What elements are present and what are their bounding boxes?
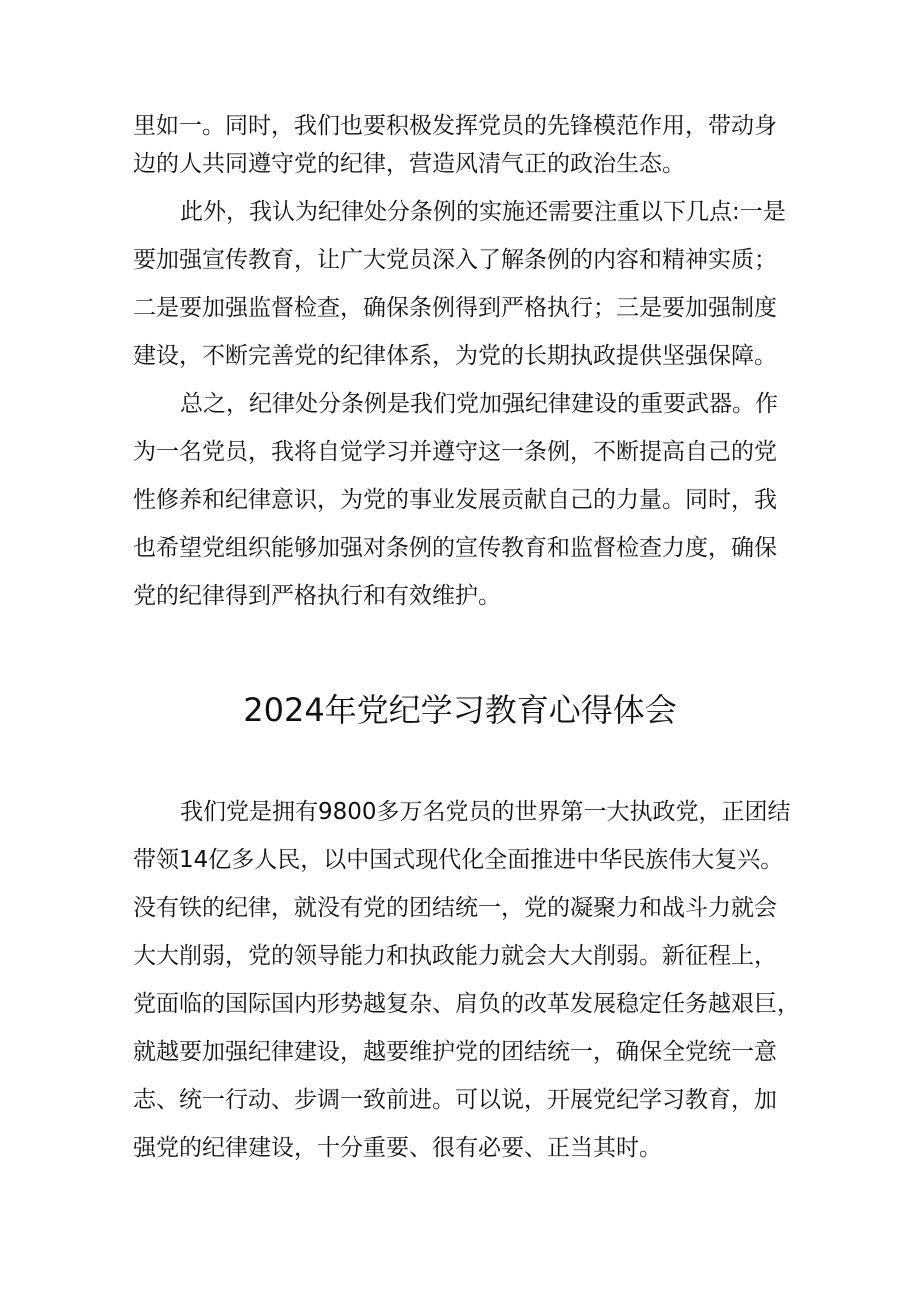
paragraph-line: 党面临的国际国内形势越复杂、肩负的改革发展稳定任务越艰巨， [133,991,800,1017]
paragraph-line: 建设，不断完善党的纪律体系，为党的长期执政提供坚强保障。 [133,343,777,369]
paragraph-line: 边的人共同遵守党的纪律，营造风清气正的政治生态。 [133,151,685,177]
paragraph-line: 要加强宣传教育，让广大党员深入了解条例的内容和精神实质； [133,247,777,273]
paragraph-line: 就越要加强纪律建设，越要维护党的团结统一，确保全党统一意 [133,1039,777,1065]
paragraph-line: 带领14亿多人民，以中国式现代化全面推进中华民族伟大复兴。 [133,847,784,873]
paragraph-line: 里如一。同时，我们也要积极发挥党员的先锋模范作用，带动身 [133,113,777,139]
paragraph-line: 为一名党员，我将自觉学习并遵守这一条例，不断提高自己的党 [133,439,777,465]
page-title: 2024年党纪学习教育心得体会 [243,691,677,729]
paragraph-line: 我们党是拥有9800多万名党员的世界第一大执政党，正团结 [180,799,791,825]
paragraph-line: 总之，纪律处分条例是我们党加强纪律建设的重要武器。作 [180,391,778,417]
paragraph-line: 二是要加强监督检查，确保条例得到严格执行；三是要加强制度 [133,295,777,321]
paragraph-line: 性修养和纪律意识，为党的事业发展贡献自己的力量。同时，我 [133,487,777,513]
paragraph-line: 也希望党组织能够加强对条例的宣传教育和监督检查力度，确保 [133,535,777,561]
paragraph-line: 强党的纪律建设，十分重要、很有必要、正当其时。 [133,1135,662,1161]
paragraph-line: 党的纪律得到严格执行和有效维护。 [133,583,501,609]
paragraph-line: 大大削弱，党的领导能力和执政能力就会大大削弱。新征程上， [133,943,777,969]
paragraph-line: 没有铁的纪律，就没有党的团结统一，党的凝聚力和战斗力就会 [133,895,777,921]
paragraph-line: 志、统一行动、步调一致前进。可以说，开展党纪学习教育，加 [133,1087,777,1113]
paragraph-line: 此外，我认为纪律处分条例的实施还需要注重以下几点:一是 [180,199,786,225]
